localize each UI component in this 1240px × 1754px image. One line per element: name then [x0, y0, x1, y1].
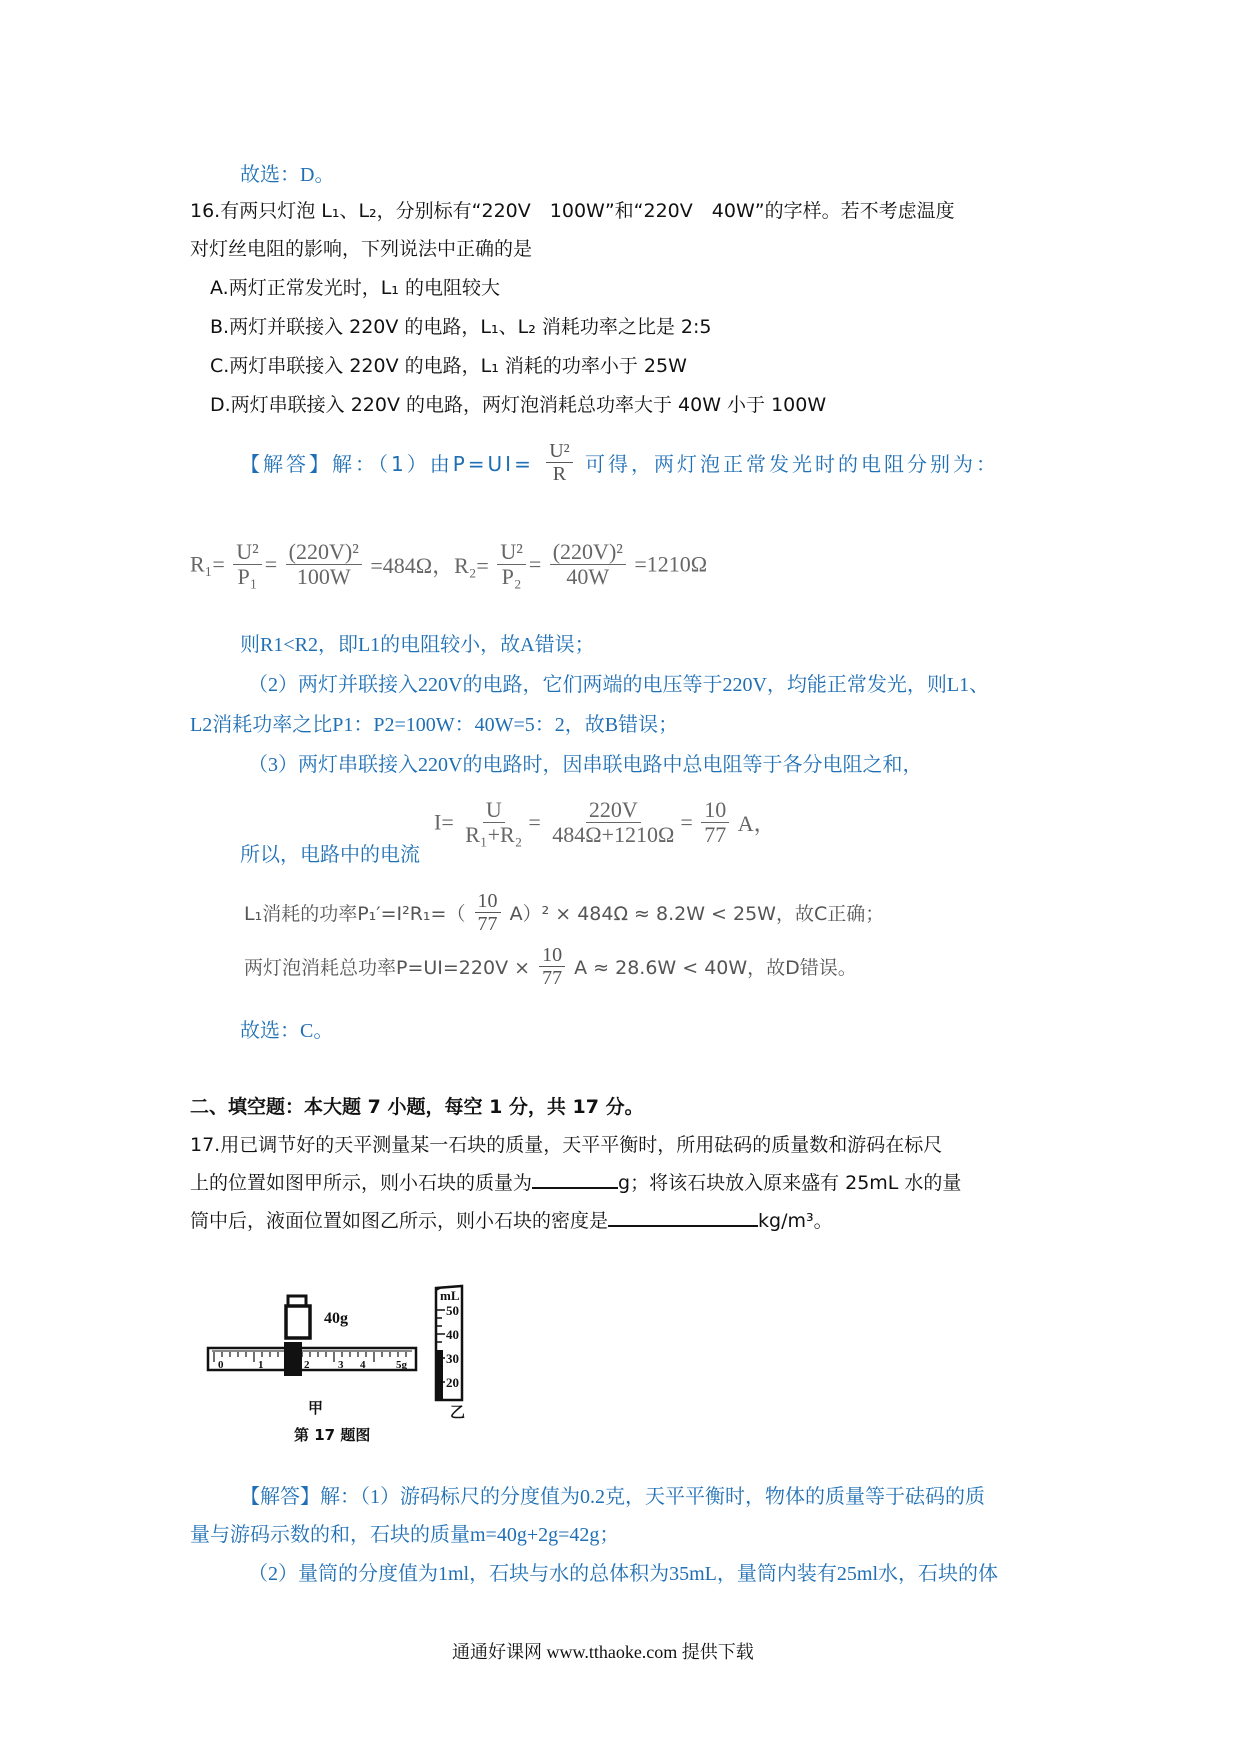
sol16-line-c: （3）两灯串联接入220V的电路时，因串联电路中总电阻等于各分电阻之和，: [248, 754, 923, 776]
p1-prefix: L₁消耗的功率P₁′=I²R₁=（: [244, 903, 466, 925]
ruler-tick-1: 1: [258, 1359, 264, 1371]
q17-blank-density[interactable]: [608, 1207, 758, 1227]
ruler-tick-0: 0: [218, 1359, 224, 1371]
i-unit: A，: [737, 811, 776, 837]
pt-fraction: [539, 944, 565, 989]
i-f3-num: 10: [701, 798, 729, 823]
q17-line1: 17.用已调节好的天平测量某一石块的质量，天平平衡时，所用砝码的质量数和游码在标尺: [190, 1134, 943, 1156]
sol16-intro-suffix: 可得，两灯泡正常发光时的电阻分别为：: [585, 452, 1000, 476]
ruler-rider: [284, 1342, 302, 1376]
p1-fraction: [475, 890, 501, 935]
ruler-tick-5: 5g: [396, 1359, 407, 1371]
cylinder-tick-30: 30: [446, 1351, 459, 1366]
sol17-line1: 【解答】解：（1）游码标尺的分度值为0.2克，天平平衡时，物体的质量等于砝码的质: [240, 1486, 985, 1508]
cylinder-unit: mL: [440, 1288, 460, 1303]
measuring-cylinder-icon: [436, 1286, 462, 1400]
cylinder-tick-20: 20: [446, 1375, 459, 1390]
r2-f2-num: (220V)²: [550, 540, 626, 565]
pt-num: 10: [539, 944, 565, 967]
sol16-line-a: 则R1<R2，即L1的电阻较小，故A错误；: [240, 634, 595, 656]
ruler-tick-4: 4: [360, 1359, 366, 1371]
ruler-tick-3: 3: [338, 1359, 344, 1371]
r2-fraction-2: [550, 540, 626, 589]
r1-result: =484Ω，R₂=: [370, 553, 489, 579]
sol16-intro-num: U²: [546, 440, 572, 463]
r2-result: =1210Ω: [634, 551, 708, 577]
i-f2-num: 220V: [586, 798, 641, 823]
sol17-line2: 量与游码示数的和，石块的质量m=40g+2g=42g；: [190, 1524, 620, 1546]
r1-label: R₁=: [190, 551, 225, 577]
i-f3-den: 77: [704, 822, 727, 848]
sol17-line3: （2）量筒的分度值为1ml，石块与水的总体积为35mL，量筒内装有25ml水，石块的体: [248, 1563, 998, 1585]
sol16-intro-den: R: [552, 463, 567, 485]
ruler: [208, 1342, 416, 1376]
sol16-current-text: 所以，电路中的电流: [240, 844, 420, 866]
i-f2-den: 484Ω+1210Ω: [552, 822, 675, 848]
p1-suffix: A）² × 484Ω ≈ 8.2W < 25W，故C正确；: [509, 903, 885, 925]
sol16-intro: [240, 440, 999, 485]
i-f1-num: U: [483, 798, 505, 823]
q16-option-b: B.两灯并联接入 220V 的电路，L₁、L₂ 消耗功率之比是 2:5: [210, 316, 712, 338]
sol16-final: 故选：C。: [240, 1020, 334, 1042]
sol16-line-b1: （2）两灯并联接入220V的电路，它们两端的电压等于220V，均能正常发光，则L1、: [248, 674, 990, 696]
pt-prefix: 两灯泡消耗总功率P=UI=220V ×: [244, 957, 531, 979]
i-f1-den: R₁+R₂: [465, 822, 523, 848]
q16-option-d: D.两灯串联接入 220V 的电路，两灯泡消耗总功率大于 40W 小于 100W: [210, 394, 827, 416]
label-yi: 乙: [450, 1403, 466, 1421]
q17-line3-suffix: kg/m³。: [758, 1210, 833, 1232]
i-fraction-2: [549, 798, 677, 847]
q17-line3-prefix: 筒中后，液面位置如图乙所示，则小石块的密度是: [190, 1210, 609, 1232]
q17-line2-prefix: 上的位置如图甲所示，则小石块的质量为: [190, 1172, 533, 1194]
sol16-p1-formula: [244, 890, 884, 935]
section-2-heading: 二、填空题：本大题 7 小题，每空 1 分，共 17 分。: [190, 1096, 644, 1118]
r2-f1-num: U²: [497, 540, 525, 565]
pt-suffix: A ≈ 28.6W < 40W，故D错误。: [574, 957, 857, 979]
figure-caption: 第 17 题图: [294, 1426, 371, 1444]
r1-f2-den: 100W: [296, 564, 351, 590]
weight-label: 40g: [324, 1310, 348, 1327]
cylinder-tick-40: 40: [446, 1327, 459, 1342]
q17-figure: [200, 1280, 490, 1455]
sol16-total-power-formula: [244, 944, 857, 989]
r1-f1-num: U²: [233, 540, 261, 565]
q17-blank-mass[interactable]: [532, 1169, 618, 1189]
i-label: I=: [434, 809, 454, 835]
cylinder-tick-50: 50: [446, 1303, 459, 1318]
p1-num: 10: [475, 890, 501, 913]
weight-icon: [286, 1296, 310, 1338]
q17-line2-mid: g；将该石块放入原来盛有 25mL 水的量: [618, 1172, 962, 1194]
r2-f2-den: 40W: [566, 564, 610, 590]
sol16-intro-fraction: [546, 440, 572, 485]
pt-den: 77: [542, 967, 563, 989]
r2-fraction-1: [497, 540, 525, 589]
sol16-current-formula: I= $\frac{U}{\text{R₁+R₂}}$ = $\frac{220V}{484\Omega+1210\Omega}$ = $\frac{10}{77}$ A，: [434, 797, 776, 848]
q16-option-c: C.两灯串联接入 220V 的电路，L₁ 消耗的功率小于 25W: [210, 355, 687, 377]
page-footer: 通通好课网 www.tthaoke.com 提供下载: [452, 1642, 754, 1662]
r1-f2-num: (220V)²: [286, 540, 362, 565]
q16-option-a: A.两灯正常发光时，L₁ 的电阻较大: [210, 277, 500, 299]
prev-answer: 故选：D。: [240, 164, 335, 186]
r1-fraction-1: [233, 540, 261, 589]
q16-line2: 对灯丝电阻的影响，下列说法中正确的是: [190, 238, 533, 260]
ruler-tick-2: 2: [304, 1359, 310, 1371]
r1-fraction-2: [286, 540, 362, 589]
r1-f1-den: P₁: [237, 564, 258, 590]
label-jia: 甲: [308, 1399, 324, 1417]
r2-f1-den: P₂: [501, 564, 522, 590]
sol16-intro-prefix: 【解答】解：（1）由P=UI=: [240, 452, 534, 476]
p1-den: 77: [477, 913, 498, 935]
i-fraction-3: [701, 798, 729, 847]
sol16-line-b2: L2消耗功率之比P1：P2=100W：40W=5：2，故B错误；: [190, 714, 679, 736]
i-fraction-1: [462, 798, 525, 847]
sol16-resistance-formula: R₁= $\frac{\text{U²}}{\text{P₁}}$ = $\frac{\text{(220V)²}}{100W}$ =484Ω，R₂= $\frac{\text{U²}}{\text{P₂}}$ = $\frac{\text{(220V)²}}{40W}$ =1210Ω: [190, 539, 708, 590]
q17-line2: [190, 1164, 961, 1202]
q16-line1: 16.有两只灯泡 L₁、L₂，分别标有“220V 100W”和“220V 40W”的字样。若不考虑温度: [190, 200, 955, 222]
q17-line3: [190, 1202, 833, 1240]
